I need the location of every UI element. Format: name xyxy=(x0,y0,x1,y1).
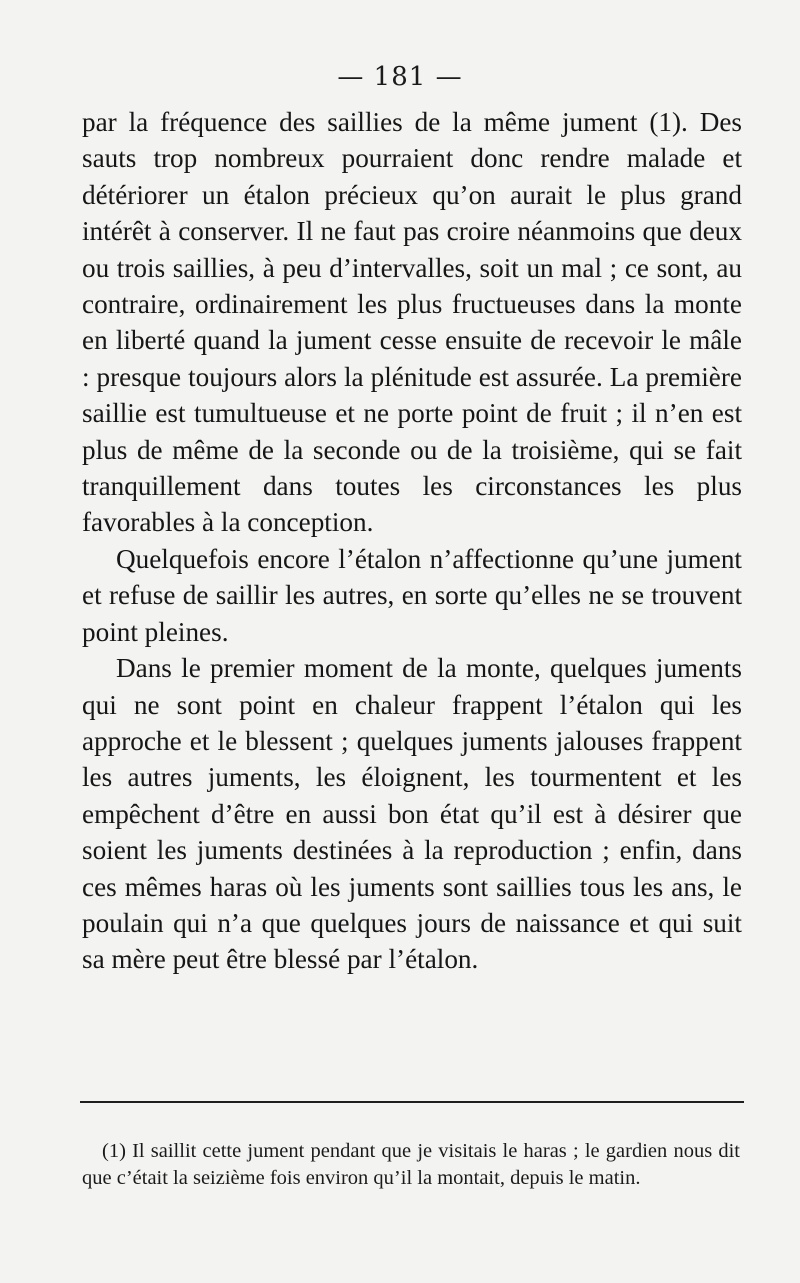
paragraph-1: par la fréquence des saillies de la même jument (1). Des sauts trop nombreux pourraient donc rendre malade et détériorer un étalon précieux qu’on aurait le plus grand intérêt à conserver. Il ne faut pas croire néanmoins que deux ou trois saillies, à peu d’intervalles, soit un mal ; ce sont, au contraire, ordinairement les plus fructueuses dans la monte en liberté quand la jument cesse ensuite de recevoir le mâle : presque toujours alors la plénitude est assurée. La première saillie est tumultueuse et ne porte point de fruit ; il n’en est plus de même de la seconde ou de la troisième, qui se fait tranquillement dans toutes les circonstances les plus favorables à la conception. xyxy=(82,107,742,538)
paragraph-3: Dans le premier moment de la monte, quelques juments qui ne sont point en chaleur frappent l’étalon qui les approche et le blessent ; quelques juments jalouses frappent les autres juments, les éloignent, les tourmentent et les empêchent d’être en aussi bon état qu’il est à désirer que soient les juments destinées à la reproduction ; enfin, dans ces mêmes haras où les juments sont saillies tous les ans, le poulain qui n’a que quelques jours de naissance et qui suit sa mère peut être blessé par l’étalon. xyxy=(82,653,742,975)
page-number: — 181 — xyxy=(337,62,463,92)
footnote-separator-rule xyxy=(80,1101,744,1103)
body-text xyxy=(82,104,742,978)
paragraph-2: Quelquefois encore l’étalon n’affectionne qu’une jument et refuse de saillir les autres, en sorte qu’elles ne se trouvent point pleines. xyxy=(82,543,742,647)
footnote: (1) Il saillit cette jument pendant que je visitais le haras ; le gardien nous dit que c’était la seizième fois environ qu’il la montait, depuis le matin. xyxy=(82,1140,740,1189)
